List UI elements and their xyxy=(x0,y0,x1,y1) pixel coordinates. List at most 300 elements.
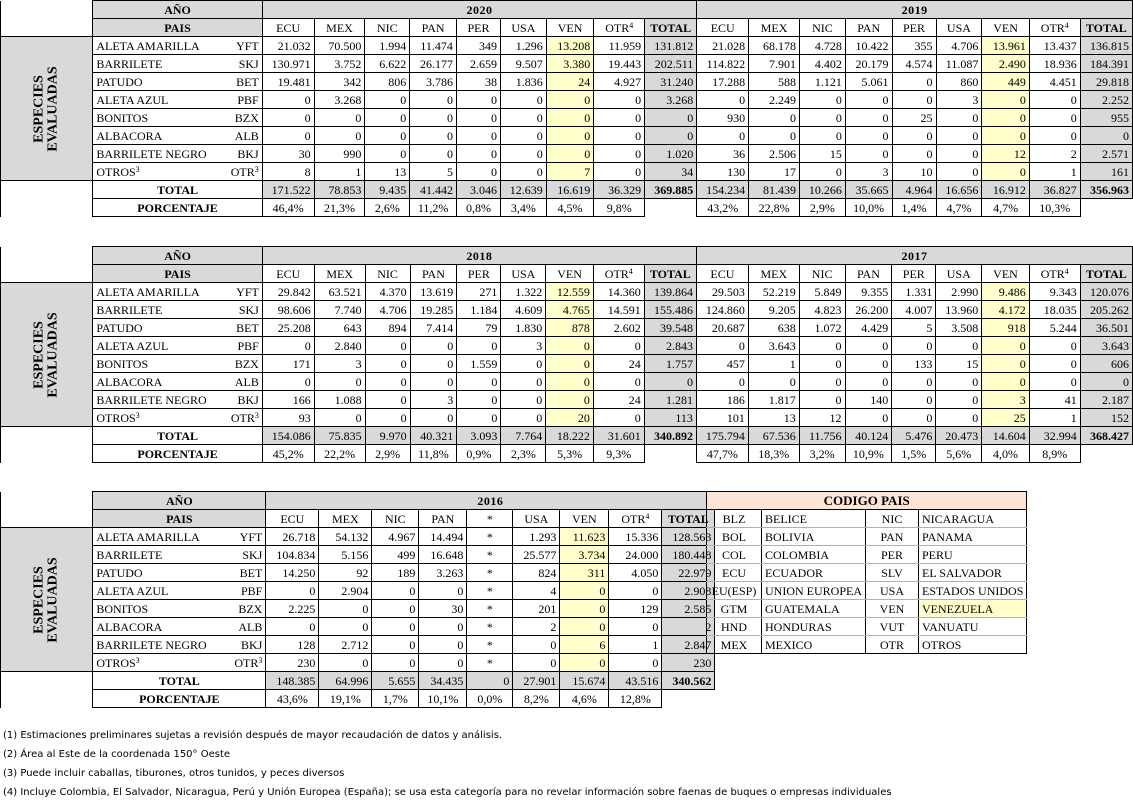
species-code: BZX xyxy=(227,355,262,373)
column-total-2019: 4.964 xyxy=(892,181,936,199)
cell-2018: 4.706 xyxy=(365,301,410,319)
percentage-2019: 43,2% xyxy=(697,199,749,217)
totals-row xyxy=(1,672,715,690)
col-header-2020: PAN xyxy=(410,19,457,37)
cell-2017: 1 xyxy=(748,355,799,373)
cell-2016: 824 xyxy=(513,564,560,582)
cell-2020: 0 xyxy=(500,127,546,145)
col-header-otr: OTR$^4$ xyxy=(1029,19,1080,37)
cell-2016: 1.293 xyxy=(513,528,560,546)
col-header-2019: NIC xyxy=(799,19,845,37)
year-2019: 2019 xyxy=(697,1,1133,19)
cell-2016: 104.834 xyxy=(266,546,319,564)
percentage-row xyxy=(1,445,1133,463)
percentage-2017: 1,5% xyxy=(892,445,936,463)
cell-2018: 0 xyxy=(593,409,644,427)
species-group-label: ESPECIES EVALUADAS xyxy=(1,283,93,427)
cell-2019: 0 xyxy=(697,91,749,109)
col-header-2016: PAN xyxy=(419,510,467,528)
column-total-2018: 40.321 xyxy=(410,427,457,445)
cell-2020: 0 xyxy=(546,127,594,145)
species-name: BARRILETE xyxy=(93,301,228,319)
footnotes xyxy=(3,726,892,802)
cell-2016: 0 xyxy=(513,636,560,654)
col-header-2019: PER xyxy=(892,19,936,37)
cell-2016: * xyxy=(467,654,513,672)
country-name: EL SALVADOR xyxy=(919,564,1027,582)
cell-2018: 2.840 xyxy=(314,337,365,355)
cell-2017: 638 xyxy=(748,319,799,337)
row-total-2018: 1.757 xyxy=(644,355,696,373)
species-code: BKJ xyxy=(227,391,262,409)
column-total-2020: 36.329 xyxy=(594,181,645,199)
cell-2019: 0 xyxy=(892,91,936,109)
footnote: (1) Estimaciones preliminares sujetas a revisión después de mayor recaudación de datos y análisis. xyxy=(3,730,503,741)
species-name: OTROS$^3$ xyxy=(93,654,231,672)
row-total-2020: 0 xyxy=(645,127,697,145)
cell-2019: 0 xyxy=(799,163,845,181)
cell-2017: 1.817 xyxy=(748,391,799,409)
cell-2019: 10.422 xyxy=(845,37,892,55)
cell-2020: 70.500 xyxy=(314,37,365,55)
row-total-2018: 0 xyxy=(644,373,696,391)
cell-2016: * xyxy=(467,636,513,654)
cell-2017: 0 xyxy=(1029,355,1080,373)
cell-2019: 449 xyxy=(982,73,1030,91)
cell-2017: 2.990 xyxy=(936,283,982,301)
total-label: TOTAL xyxy=(93,672,266,690)
table-row xyxy=(1,145,1133,163)
cell-2019: 0 xyxy=(982,127,1030,145)
cell-2020: 1.994 xyxy=(365,37,410,55)
year-2017: 2017 xyxy=(696,247,1132,265)
country-code: COL xyxy=(707,546,762,564)
code-table-title: CODIGO PAIS xyxy=(707,492,1027,510)
col-header-2018: ECU xyxy=(262,265,314,283)
cell-2018: 878 xyxy=(546,319,594,337)
cell-2016: 230 xyxy=(266,654,319,672)
percentage-2018: 5,3% xyxy=(546,445,594,463)
cell-2017: 52.219 xyxy=(748,283,799,301)
cell-2016: 189 xyxy=(372,564,419,582)
row-total-2016: 22.979 xyxy=(662,564,715,582)
percentage-2020: 3,4% xyxy=(500,199,546,217)
cell-2018: 894 xyxy=(365,319,410,337)
cell-2020: 0 xyxy=(456,145,500,163)
cell-2016: 0 xyxy=(319,600,372,618)
cell-2018: 643 xyxy=(314,319,365,337)
cell-2016: * xyxy=(467,600,513,618)
cell-2017: 1.072 xyxy=(799,319,845,337)
row-total-2016: 230 xyxy=(662,654,715,672)
col-header-2019: ECU xyxy=(697,19,749,37)
cell-2020: 0 xyxy=(365,127,410,145)
cell-2019: 0 xyxy=(845,145,892,163)
cell-2020: 0 xyxy=(410,127,457,145)
column-total-2017: 14.604 xyxy=(982,427,1030,445)
percentage-2016: 19,1% xyxy=(319,690,372,708)
cell-2016: 2 xyxy=(513,618,560,636)
country-code: SLV xyxy=(866,564,919,582)
table-row xyxy=(1,55,1133,73)
col-header-2016: MEX xyxy=(319,510,372,528)
species-name: BARRILETE xyxy=(93,55,228,73)
cell-2016: 1 xyxy=(609,636,662,654)
cell-2020: 0 xyxy=(594,91,645,109)
column-total-2017: 368.427 xyxy=(1080,427,1132,445)
cell-2018: 0 xyxy=(365,373,410,391)
cell-2017: 26.200 xyxy=(845,301,892,319)
cell-2018: 0 xyxy=(457,337,501,355)
col-header-2018: NIC xyxy=(365,265,410,283)
column-total-2017: 32.994 xyxy=(1029,427,1080,445)
empty-cell xyxy=(644,445,696,463)
cell-2016: 0 xyxy=(372,636,419,654)
cell-2018: 0 xyxy=(546,373,594,391)
row-total-2020: 3.268 xyxy=(645,91,697,109)
cell-2017: 4.172 xyxy=(982,301,1030,319)
cell-2018: 0 xyxy=(410,409,457,427)
cell-2016: 0 xyxy=(372,582,419,600)
year-label: AÑO xyxy=(93,247,263,265)
cell-2016: 0 xyxy=(513,654,560,672)
totals-row xyxy=(1,427,1133,445)
species-name: OTROS$^3$ xyxy=(93,163,228,181)
species-name: PATUDO xyxy=(93,319,228,337)
country-code: MEX xyxy=(707,636,762,654)
col-header-otr: OTR$^4$ xyxy=(609,510,662,528)
cell-2018: 93 xyxy=(262,409,314,427)
species-code: PBF xyxy=(227,337,262,355)
table-row xyxy=(1,163,1133,181)
cell-2018: 0 xyxy=(593,337,644,355)
cell-2016: 201 xyxy=(513,600,560,618)
cell-2018: 1.559 xyxy=(457,355,501,373)
cell-2018: 0 xyxy=(262,337,314,355)
col-header-total: TOTAL xyxy=(1080,19,1132,37)
cell-2017: 4.007 xyxy=(892,301,936,319)
country-name: UNION EUROPEA xyxy=(762,582,866,600)
cell-2020: 0 xyxy=(456,163,500,181)
col-header-2017: NIC xyxy=(799,265,845,283)
cell-2018: 0 xyxy=(410,355,457,373)
cell-2017: 0 xyxy=(799,391,845,409)
column-total-2020: 12.639 xyxy=(500,181,546,199)
percentage-2017: 3,2% xyxy=(799,445,845,463)
country-name: ESTADOS UNIDOS xyxy=(919,582,1027,600)
country-name: PERU xyxy=(919,546,1027,564)
row-total-2017: 0 xyxy=(1080,373,1132,391)
cell-2020: 130.971 xyxy=(262,55,314,73)
col-header-2019: MEX xyxy=(749,19,800,37)
country-code: EU(ESP) xyxy=(707,582,762,600)
cell-2018: 0 xyxy=(410,337,457,355)
percentage-2017: 47,7% xyxy=(696,445,748,463)
table-row xyxy=(1,391,1133,409)
cell-2017: 1 xyxy=(1029,409,1080,427)
species-name: BONITOS xyxy=(93,600,231,618)
cell-2018: 1.184 xyxy=(457,301,501,319)
cell-2017: 0 xyxy=(982,337,1030,355)
species-name: ALBACORA xyxy=(93,127,228,145)
col-header-2020: ECU xyxy=(262,19,314,37)
percentage-2016: 12,8% xyxy=(609,690,662,708)
species-code: YFT xyxy=(227,283,262,301)
cell-2018: 0 xyxy=(546,355,594,373)
species-code: SKJ xyxy=(227,301,262,319)
cell-2018: 24 xyxy=(593,355,644,373)
cell-2018: 0 xyxy=(410,373,457,391)
percentage-2017: 4,0% xyxy=(982,445,1030,463)
cell-2017: 0 xyxy=(1029,373,1080,391)
cell-2019: 13.437 xyxy=(1029,37,1080,55)
cell-2017: 5.849 xyxy=(799,283,845,301)
cell-2019: 0 xyxy=(749,109,800,127)
cell-2020: 0 xyxy=(365,109,410,127)
cell-2019: 0 xyxy=(982,109,1030,127)
country-name: VENEZUELA xyxy=(919,600,1027,618)
percentage-2018: 2,9% xyxy=(365,445,410,463)
species-code: YFT xyxy=(227,37,262,55)
empty-cell xyxy=(1080,199,1132,217)
cell-2016: 0 xyxy=(609,582,662,600)
country-code: PAN xyxy=(866,528,919,546)
cell-2017: 0 xyxy=(696,373,748,391)
species-name: ALETA AZUL xyxy=(93,337,228,355)
cell-2019: 0 xyxy=(936,145,982,163)
cell-2017: 0 xyxy=(799,373,845,391)
empty-cell xyxy=(645,199,697,217)
footnote: (2) Área al Este de la coordenada 150° Oeste xyxy=(3,749,231,760)
column-total-2016: 34.435 xyxy=(419,672,467,690)
cell-2017: 918 xyxy=(982,319,1030,337)
country-code: VEN xyxy=(866,600,919,618)
cell-2017: 18.035 xyxy=(1029,301,1080,319)
column-total-2017: 11.756 xyxy=(799,427,845,445)
cell-2018: 271 xyxy=(457,283,501,301)
percentage-2019: 22,8% xyxy=(749,199,800,217)
cell-2020: 0 xyxy=(546,91,594,109)
country-name: HONDURAS xyxy=(762,618,866,636)
percentage-2016: 1,7% xyxy=(372,690,419,708)
cell-2020: 0 xyxy=(594,127,645,145)
cell-2018: 4.765 xyxy=(546,301,594,319)
cell-2020: 3.752 xyxy=(314,55,365,73)
cell-2017: 9.486 xyxy=(982,283,1030,301)
cell-2018: 14.591 xyxy=(593,301,644,319)
cell-2018: 7.740 xyxy=(314,301,365,319)
row-total-2018: 2.843 xyxy=(644,337,696,355)
cell-2019: 0 xyxy=(697,127,749,145)
cell-2016: * xyxy=(467,618,513,636)
code-row xyxy=(707,600,1027,618)
cell-2020: 19.481 xyxy=(262,73,314,91)
row-total-2019: 0 xyxy=(1080,127,1132,145)
cell-2018: 0 xyxy=(365,337,410,355)
cell-2019: 1.121 xyxy=(799,73,845,91)
country-code: NIC xyxy=(866,510,919,528)
total-label: TOTAL xyxy=(93,181,262,199)
code-row xyxy=(707,528,1027,546)
cell-2019: 0 xyxy=(982,163,1030,181)
column-total-2016: 0 xyxy=(467,672,513,690)
cell-2019: 11.087 xyxy=(936,55,982,73)
cell-2016: 0 xyxy=(609,654,662,672)
country-code: VUT xyxy=(866,618,919,636)
cell-2017: 0 xyxy=(982,355,1030,373)
column-total-2018: 7.764 xyxy=(501,427,546,445)
percentage-2018: 11,8% xyxy=(410,445,457,463)
code-row xyxy=(707,618,1027,636)
row-total-2020: 0 xyxy=(645,109,697,127)
percentage-2017: 18,3% xyxy=(748,445,799,463)
column-total-2016: 15.674 xyxy=(560,672,609,690)
catch-table-2016 xyxy=(0,491,715,708)
empty-cell xyxy=(662,690,715,708)
cell-2017: 9.205 xyxy=(748,301,799,319)
cell-2018: 19.285 xyxy=(410,301,457,319)
cell-2019: 0 xyxy=(892,127,936,145)
cell-2019: 0 xyxy=(799,109,845,127)
species-name: BARRILETE xyxy=(93,546,231,564)
cell-2018: 98.606 xyxy=(262,301,314,319)
column-total-2019: 36.827 xyxy=(1029,181,1080,199)
cell-2017: 3 xyxy=(982,391,1030,409)
cell-2020: 0 xyxy=(546,145,594,163)
cell-2016: 14.250 xyxy=(266,564,319,582)
cell-2017: 0 xyxy=(696,337,748,355)
cell-2016: 0 xyxy=(266,618,319,636)
cell-2019: 12 xyxy=(982,145,1030,163)
cell-2020: 990 xyxy=(314,145,365,163)
percentage-row xyxy=(1,690,715,708)
cell-2018: 3 xyxy=(501,337,546,355)
species-code: ALB xyxy=(231,618,266,636)
col-header-2020: USA xyxy=(500,19,546,37)
cell-2017: 12 xyxy=(799,409,845,427)
table-row xyxy=(1,109,1133,127)
percentage-2017: 8,9% xyxy=(1029,445,1080,463)
percentage-2019: 10,3% xyxy=(1029,199,1080,217)
cell-2016: 0 xyxy=(560,600,609,618)
cell-2020: 1.836 xyxy=(500,73,546,91)
blank-cell xyxy=(1,445,93,463)
cell-2020: 13 xyxy=(365,163,410,181)
cell-2018: 0 xyxy=(501,373,546,391)
cell-2017: 0 xyxy=(799,355,845,373)
cell-2017: 20.687 xyxy=(696,319,748,337)
table-row xyxy=(1,301,1133,319)
species-code: OTR$^3$ xyxy=(231,654,266,672)
cell-2020: 0 xyxy=(314,127,365,145)
cell-2018: 0 xyxy=(314,409,365,427)
column-total-2019: 35.665 xyxy=(845,181,892,199)
catch-table-2018-2017 xyxy=(0,246,1133,463)
col-header-2018: PAN xyxy=(410,265,457,283)
cell-2016: 0 xyxy=(419,636,467,654)
percentage-label: PORCENTAJE xyxy=(93,199,262,217)
cell-2020: 5 xyxy=(410,163,457,181)
col-header-2017: PAN xyxy=(845,265,892,283)
cell-2016: 0 xyxy=(372,600,419,618)
table-row xyxy=(1,91,1133,109)
cell-2019: 68.178 xyxy=(749,37,800,55)
cell-2020: 0 xyxy=(262,109,314,127)
column-total-2016: 340.562 xyxy=(662,672,715,690)
cell-2016: 0 xyxy=(266,582,319,600)
cell-2016: 0 xyxy=(560,654,609,672)
col-header-otr: OTR$^4$ xyxy=(1029,265,1080,283)
totals-row xyxy=(1,181,1133,199)
percentage-2020: 9,8% xyxy=(594,199,645,217)
column-total-2018: 9.970 xyxy=(365,427,410,445)
cell-2018: 25.208 xyxy=(262,319,314,337)
cell-2016: 0 xyxy=(372,618,419,636)
country-name: ECUADOR xyxy=(762,564,866,582)
species-name: BONITOS xyxy=(93,355,228,373)
cell-2016: 0 xyxy=(419,618,467,636)
cell-2019: 0 xyxy=(845,109,892,127)
table-row xyxy=(1,319,1133,337)
cell-2019: 2.249 xyxy=(749,91,800,109)
table-row xyxy=(1,654,715,672)
cell-2020: 0 xyxy=(365,145,410,163)
species-name: ALBACORA xyxy=(93,373,228,391)
species-name: ALETA AMARILLA xyxy=(93,528,231,546)
year-label: AÑO xyxy=(93,1,262,19)
table-row xyxy=(1,528,715,546)
table-row xyxy=(1,582,715,600)
cell-2017: 186 xyxy=(696,391,748,409)
cell-2019: 3 xyxy=(845,163,892,181)
percentage-2018: 2,3% xyxy=(501,445,546,463)
country-name: PANAMA xyxy=(919,528,1027,546)
cell-2019: 4.706 xyxy=(936,37,982,55)
col-header-total: TOTAL xyxy=(645,19,697,37)
percentage-2020: 2,6% xyxy=(365,199,410,217)
blank-cell xyxy=(1,672,93,690)
cell-2016: 0 xyxy=(560,618,609,636)
cell-2018: 0 xyxy=(546,337,594,355)
species-code: ALB xyxy=(227,373,262,391)
col-header-otr: OTR$^4$ xyxy=(593,265,644,283)
cell-2019: 0 xyxy=(1029,91,1080,109)
cell-2019: 0 xyxy=(749,127,800,145)
row-total-2018: 39.548 xyxy=(644,319,696,337)
cell-2016: 0 xyxy=(419,582,467,600)
column-total-2017: 175.794 xyxy=(696,427,748,445)
cell-2019: 21.028 xyxy=(697,37,749,55)
blank-cell xyxy=(1,265,93,283)
country-code: USA xyxy=(866,582,919,600)
cell-2018: 0 xyxy=(365,409,410,427)
cell-2016: 4.050 xyxy=(609,564,662,582)
cell-2020: 7 xyxy=(546,163,594,181)
country-code: OTR xyxy=(866,636,919,654)
empty-cell xyxy=(1080,445,1132,463)
row-total-2016: 128.563 xyxy=(662,528,715,546)
col-header-2019: VEN xyxy=(982,19,1030,37)
species-name: PATUDO xyxy=(93,564,231,582)
cell-2020: 30 xyxy=(262,145,314,163)
row-total-2019: 955 xyxy=(1080,109,1132,127)
species-code: PBF xyxy=(231,582,266,600)
table-row xyxy=(1,355,1133,373)
species-code: BZX xyxy=(227,109,262,127)
cell-2019: 17 xyxy=(749,163,800,181)
species-code: PBF xyxy=(227,91,262,109)
col-header-2016: * xyxy=(467,510,513,528)
